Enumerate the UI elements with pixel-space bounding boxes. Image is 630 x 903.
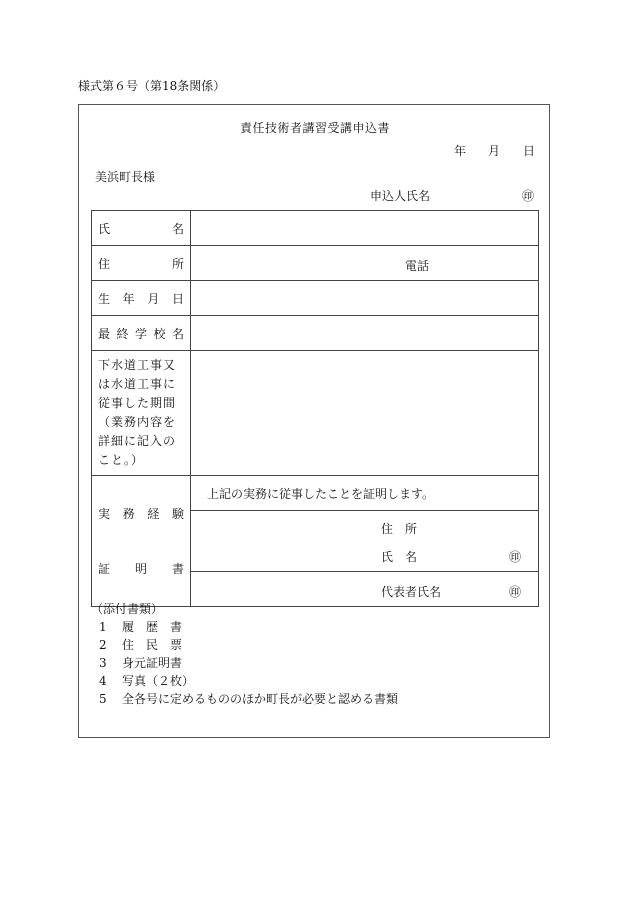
document-title: 責任技術者講習受講申込書 [239, 121, 390, 135]
representative-seal-icon: ㊞ [509, 584, 522, 599]
address-row [92, 246, 539, 281]
school-field[interactable] [191, 316, 539, 351]
name-row [92, 211, 539, 246]
certify-statement: 上記の実務に従事したことを証明します。 [191, 476, 539, 511]
address-field[interactable] [191, 246, 539, 281]
date-year-label: 年 [454, 144, 467, 158]
name-field[interactable] [191, 211, 539, 246]
certificate-label: 実 務 経 験 証 明 書 [92, 476, 191, 607]
applicant-name-label: 申込人氏名 [370, 189, 431, 203]
birthdate-label: 生 年 月 日 [92, 281, 191, 316]
attachments-section [91, 600, 398, 708]
representative-name-label: 代表者氏名 [381, 584, 442, 599]
applicant-seal-icon: ㊞ [522, 189, 535, 203]
certifier-name-label: 氏 名 [381, 549, 418, 564]
attachment-item: 3 身元証明書 [99, 656, 183, 670]
attachment-item: 5 全各号に定めるもののほか町長が必要と認める書類 [99, 692, 399, 706]
attachment-item: 2 住 民 票 [99, 638, 183, 652]
birthdate-field[interactable] [191, 281, 539, 316]
attachment-item: 1 履 歴 書 [99, 620, 183, 634]
name-label: 氏 名 [92, 211, 191, 246]
certifier-seal-icon: ㊞ [509, 549, 522, 564]
certifier-name-field[interactable] [191, 541, 539, 571]
experience-label: 下水道工事又は水道工事に従事した期間（業務内容を詳細に記入のこと。） [92, 351, 191, 476]
application-table [91, 210, 539, 607]
address-label: 住 所 [92, 246, 191, 281]
certifier-address-label: 住 所 [381, 522, 418, 537]
birthdate-row [92, 281, 539, 316]
experience-field[interactable] [191, 351, 539, 476]
school-label: 最 終 学 校 名 [92, 316, 191, 351]
phone-label: 電話 [405, 259, 430, 273]
school-row [92, 316, 539, 351]
attachments-heading: （添付書類） [91, 602, 164, 616]
certificate-row-1 [92, 476, 539, 511]
date-month-label: 月 [488, 144, 501, 158]
form-number: 様式第６号（第18条関係） [78, 79, 226, 93]
addressee: 美浜町長様 [95, 170, 156, 184]
attachment-item: 4 写真（２枚） [99, 674, 195, 688]
experience-row [92, 351, 539, 476]
certifier-address-field[interactable] [191, 511, 539, 541]
date-day-label: 日 [523, 144, 536, 158]
